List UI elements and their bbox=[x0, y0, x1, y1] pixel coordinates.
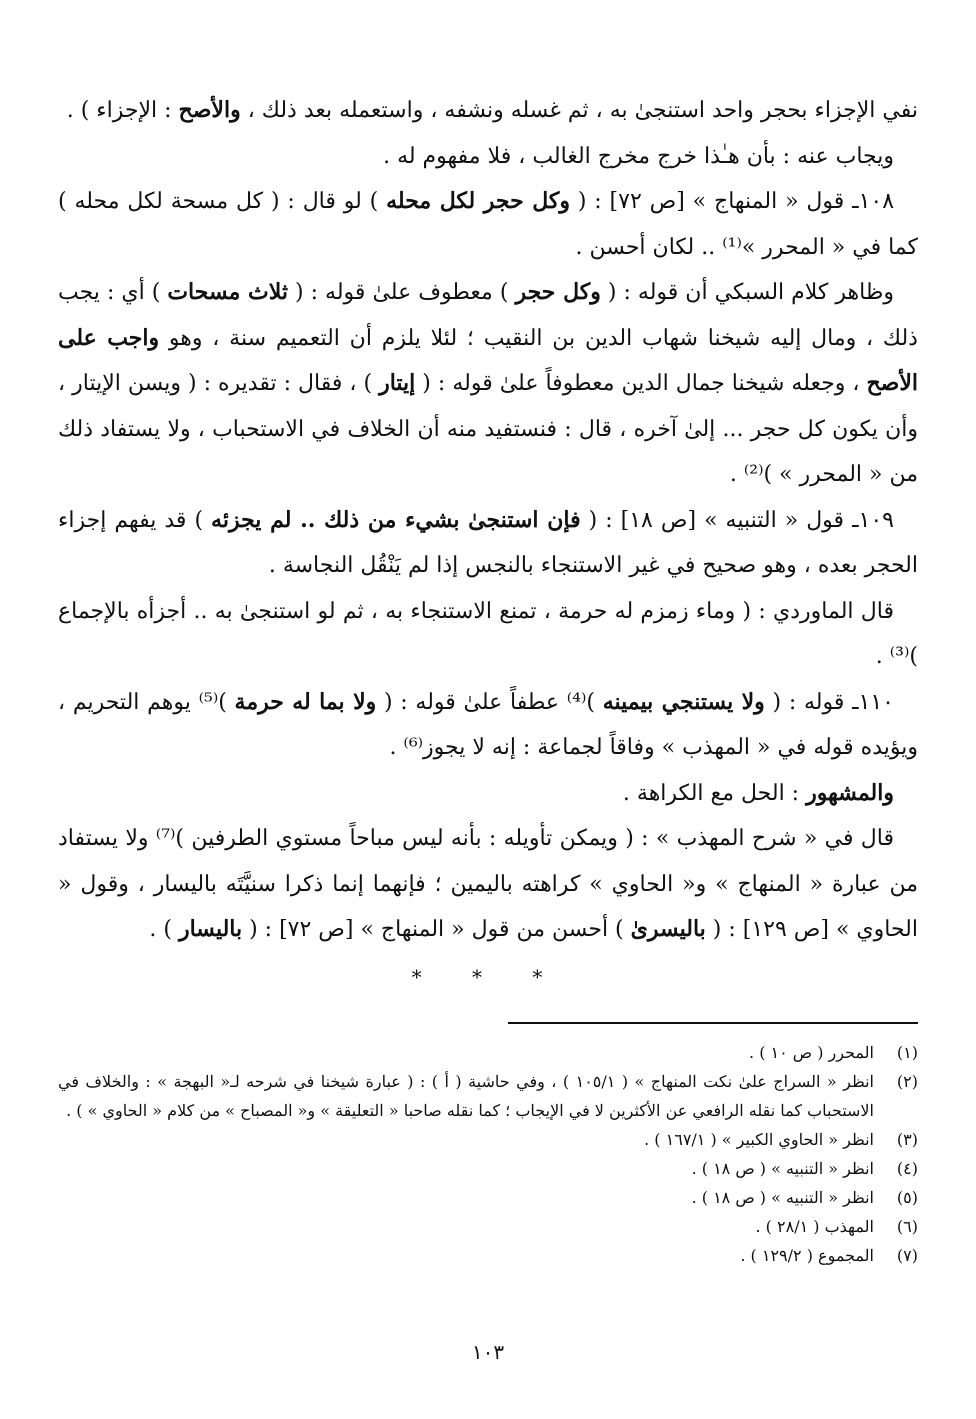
footnote-text: انظر « التنبيه » ( ص ١٨ ) . bbox=[691, 1188, 874, 1207]
bold-term: ولا يستنجي بيمينه bbox=[602, 688, 765, 715]
footnote-7 bbox=[58, 1241, 918, 1270]
footnote-5 bbox=[58, 1183, 918, 1212]
paragraph-108 bbox=[58, 179, 918, 270]
footnote-1 bbox=[58, 1038, 918, 1067]
footnote-text: المهذب ( ٢٨/١ ) . bbox=[755, 1217, 874, 1236]
bold-term: باليسار bbox=[178, 916, 243, 942]
footnotes bbox=[58, 1038, 918, 1270]
bold-term: باليسرىٰ bbox=[630, 916, 706, 942]
bold-term: إيتار bbox=[379, 370, 416, 396]
text-run: : الحل مع الكراهة . bbox=[622, 780, 807, 806]
footnote-text: المحرر ( ص ١٠ ) . bbox=[749, 1043, 874, 1062]
footnote-3 bbox=[58, 1125, 918, 1154]
paragraph-109 bbox=[58, 498, 918, 589]
text-run: ١٠٨ـ قول « المنهاج » [ص ٧٢] : ( bbox=[569, 189, 895, 214]
footnote-number: (٥) bbox=[896, 1188, 918, 1207]
footnote-2 bbox=[58, 1067, 918, 1125]
footnote-text: المجموع ( ١٢٩/٢ ) . bbox=[740, 1246, 874, 1265]
footnote-text: انظر « التنبيه » ( ص ١٨ ) . bbox=[691, 1159, 874, 1178]
footnote-number: (٧) bbox=[896, 1246, 918, 1265]
page-number: ١٠٣ bbox=[471, 1340, 505, 1364]
text-run: ) ، فقال : تقديره : ( ويسن الإيتار ، وأن يكون كل حجر ... إلىٰ آخره ، قال : فنستفيد منه أن الخلاف في الاستحباب ، ولا يستفاد ذلك من « المحرر » )⁽²⁾ . bbox=[58, 371, 918, 487]
paragraph-1 bbox=[58, 88, 918, 134]
text-run: قال في « شرح المهذب » : ( ويمكن تأويله : بأنه ليس مباحاً مستوي الطرفين )⁽⁷⁾ ولا يستفاد من عبارة « المنهاج » و« الحاوي » كراهته باليمين ؛ فإنهما إنما ذكرا سنيَّتَه باليسار ، وقول « الحاوي » [ص ١٢٩] : ( bbox=[58, 826, 918, 942]
footnote-divider bbox=[508, 1022, 918, 1024]
text-run: )⁽⁴⁾ عطفاً علىٰ قوله : ( bbox=[376, 689, 603, 715]
main-text bbox=[58, 88, 918, 997]
text-run: : الإجزاء ) . bbox=[66, 98, 179, 123]
text-run: ١٠٩ـ قول « التنبيه » [ص ١٨] : ( bbox=[580, 507, 894, 533]
footnote-number: (٦) bbox=[896, 1217, 918, 1236]
text-run: ) لو قال : ( كل مسحة لكل محله ) كما في « المحرر »⁽¹⁾ .. لكان أحسن . bbox=[58, 189, 918, 260]
bold-term: والأصح bbox=[178, 97, 241, 123]
text-run: وظاهر كلام السبكي أن قوله : ( bbox=[600, 280, 894, 305]
footnote-number: (٣) bbox=[896, 1130, 918, 1149]
paragraph-110 bbox=[58, 680, 918, 771]
bold-term: وكل حجر bbox=[515, 279, 601, 305]
text-run: ١١٠ـ قوله : ( bbox=[764, 689, 894, 715]
text-run: ) معطوف علىٰ قوله : ( bbox=[288, 280, 516, 305]
bold-term: فإن استنجىٰ بشيء من ذلك .. لم يجزئه bbox=[211, 506, 581, 533]
bold-term: ثلاث مسحات bbox=[167, 279, 288, 305]
bold-term: ولا بما له حرمة bbox=[234, 688, 377, 715]
footnote-text: انظر « الحاوي الكبير » ( ١٦٧/١ ) . bbox=[644, 1130, 874, 1149]
paragraph-6: قال الماوردي : ( وماء زمزم له حرمة ، تمنع الاستنجاء به ، ثم لو استنجىٰ به .. أجزأه بالإجماع )⁽³⁾ . bbox=[58, 598, 918, 669]
paragraph-9 bbox=[58, 816, 918, 953]
text-run: ، وجعله شيخنا جمال الدين معطوفاً علىٰ قوله : ( bbox=[415, 371, 867, 396]
text-run: ) أحسن من قول « المنهاج » [ص ٧٢] : ( bbox=[242, 917, 631, 942]
text-run: )⁽⁵⁾ يوهم التحريم ، ويؤيده قوله في « المهذب » وفاقاً لجماعة : إنه لا يجوز⁽⁶⁾ . bbox=[58, 689, 918, 760]
text-run: ) . bbox=[149, 917, 179, 942]
paragraph-4 bbox=[58, 270, 918, 498]
footnote-4 bbox=[58, 1154, 918, 1183]
bold-term: والمشهور bbox=[806, 779, 894, 806]
text-run: نفي الإجزاء بحجر واحد استنجىٰ به ، ثم غسله ونشفه ، واستعمله بعد ذلك ، bbox=[240, 98, 918, 123]
footnote-number: (٤) bbox=[896, 1159, 918, 1178]
footnote-text: انظر « السراج علىٰ نكت المنهاج » ( ١٠٥/١ ) ، وفي حاشية ( أ ) : ( عبارة شيخنا في شرحه لـ« البهجة » : والخلاف في الاستحباب كما نقله الرافعي عن الأكثرين لا في الإيجاب ؛ كما نقله صاحبا « التعليقة » و« المصباح » من كلام « الحاوي » ) . bbox=[58, 1072, 875, 1120]
section-separator: * * * bbox=[411, 964, 565, 989]
footnote-6 bbox=[58, 1212, 918, 1241]
text-run: ) قد يفهم إجزاء الحجر بعده ، وهو صحيح في غير الاستنجاء بالنجس إذا لم يَنْقُل النجاسة . bbox=[58, 507, 918, 578]
paragraph-2: ويجاب عنه : بأن هـٰذا خرج مخرج الغالب ، فلا مفهوم له . bbox=[383, 143, 894, 169]
text-run: ) أي : يجب ذلك ، ومال إليه شيخنا شهاب الدين بن النقيب ؛ لئلا يلزم أن التعميم سنة ، وهو bbox=[58, 280, 918, 351]
bold-term: وكل حجر لكل محله bbox=[386, 188, 570, 214]
bold-term: واجب على الأصح bbox=[58, 324, 918, 396]
footnote-number: (١) bbox=[896, 1043, 918, 1062]
footnote-number: (٢) bbox=[896, 1072, 918, 1091]
paragraph-8 bbox=[58, 771, 918, 817]
